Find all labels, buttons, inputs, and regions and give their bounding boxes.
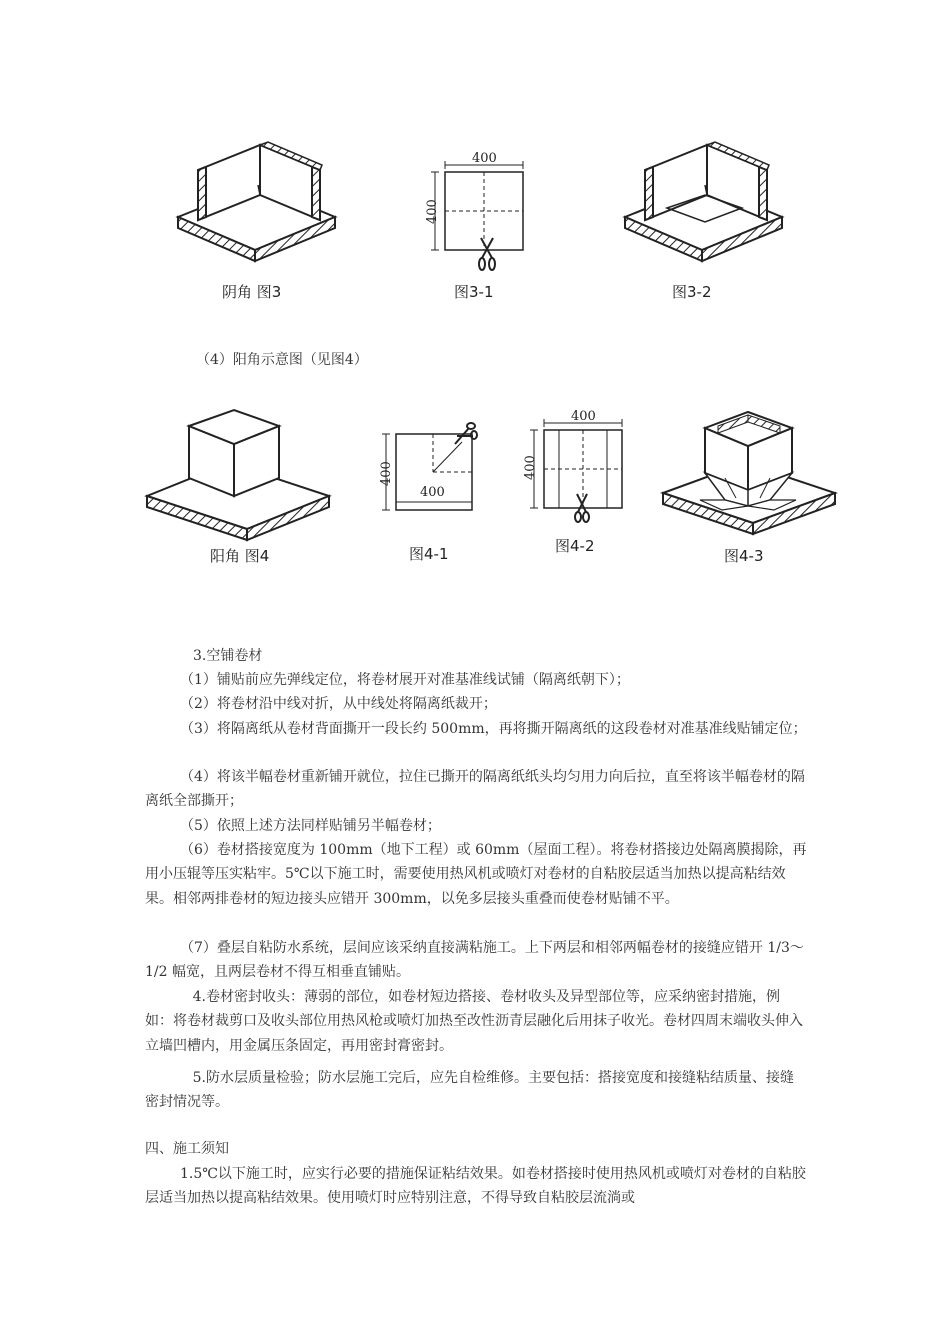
figure-3-2-caption: 图3-2 bbox=[672, 283, 712, 301]
section-3-item-3: （3）将隔离纸从卷材背面撕开一段长约 500mm，再将撕开隔离纸的这段卷材对准基准线贴铺定位； bbox=[180, 721, 807, 737]
figure-3-1-caption: 图3-1 bbox=[454, 283, 494, 301]
figure-4-2-dim-top: 400 bbox=[571, 409, 596, 424]
figure-3-1-dim-left: 400 bbox=[425, 199, 440, 224]
figure-3-caption: 阴角 图3 bbox=[222, 283, 282, 301]
figure-4-1-caption: 图4-1 bbox=[409, 545, 449, 563]
section-3-item-6: （6）卷材搭接宽度为 100mm（地下工程）或 60mm（屋面工程）。将卷材搭接边处隔离膜揭除，再用小压辊等压实粘牢。5℃以下施工时，需要使用热风机或喷灯对卷材的自粘胶层适当加热以提高粘结效果。相邻两排卷材的短边接头应错开 300mm，以免多层接头重叠而使卷材贴铺不平。 bbox=[145, 842, 807, 907]
figure-3-inside-corner bbox=[170, 140, 370, 255]
figure-4-1-dim-bottom: 400 bbox=[420, 485, 445, 500]
section-3-item-4: （4）将该半幅卷材重新铺开就位，拉住已撕开的隔离纸纸头均匀用力向后拉，直至将该半幅卷材的隔离纸全部撕开； bbox=[145, 769, 805, 810]
figure-4-3-outside-corner bbox=[660, 418, 840, 538]
figure-3-1-diagram bbox=[420, 152, 530, 272]
section-3-item-7: （7）叠层自粘防水系统，层间应该采纳直接满粘施工。上下两层和相邻两幅卷材的接缝应错开 1/3～1/2 幅宽，且两层卷材不得互相垂直铺贴。 bbox=[145, 940, 804, 981]
chapter-4-title: 四、施工须知 bbox=[145, 1141, 229, 1157]
figure-4-intro: （4）阳角示意图（见图4） bbox=[196, 352, 368, 368]
figure-3-1-dim-top: 400 bbox=[472, 151, 497, 166]
figure-4-2-caption: 图4-2 bbox=[555, 537, 595, 555]
figure-4-caption: 阳角 图4 bbox=[210, 547, 270, 565]
section-5-quality-check: 5.防水层质量检验；防水层施工完后，应先自检维修。主要包括：搭接宽度和接缝粘结质量、接缝密封情况等。 bbox=[145, 1070, 794, 1111]
figure-4-outside-corner bbox=[144, 418, 334, 543]
section-3-item-1: （1）铺贴前应先弹线定位，将卷材展开对准基准线试铺（隔离纸朝下）； bbox=[180, 672, 630, 688]
scissors-icon bbox=[574, 494, 590, 524]
section-3-item-5: （5）依照上述方法同样贴铺另半幅卷材； bbox=[180, 818, 441, 834]
chapter-4-item-1: 1.5℃以下施工时，应实行必要的措施保证粘结效果。如卷材搭接时使用热风机或喷灯对卷材的自粘胶层适当加热以提高粘结效果。使用喷灯时应特别注意，不得导致自粘胶层流淌或 bbox=[145, 1166, 806, 1207]
figure-4-3-caption: 图4-3 bbox=[724, 547, 764, 565]
figure-4-2-dim-left: 400 bbox=[523, 455, 538, 480]
figure-3-2-inside-corner bbox=[617, 140, 817, 255]
scissors-icon bbox=[478, 238, 496, 272]
section-3-item-2: （2）将卷材沿中线对折，从中线处将隔离纸裁开； bbox=[180, 696, 497, 712]
figure-4-1-dim-left: 400 bbox=[379, 461, 394, 486]
section-4-seal-ending: 4.卷材密封收头：薄弱的部位，如卷材短边搭接、卷材收头及异型部位等，应采纳密封措施，例如：将卷材裁剪口及收头部位用热风枪或喷灯加热至改性沥青层融化后用抹子收光。卷材四周末端收头伸入立墙凹槽内，用金属压条固定，再用密封膏密封。 bbox=[145, 989, 803, 1054]
section-3-title: 3.空铺卷材 bbox=[193, 648, 263, 664]
scissors-icon bbox=[455, 422, 477, 444]
